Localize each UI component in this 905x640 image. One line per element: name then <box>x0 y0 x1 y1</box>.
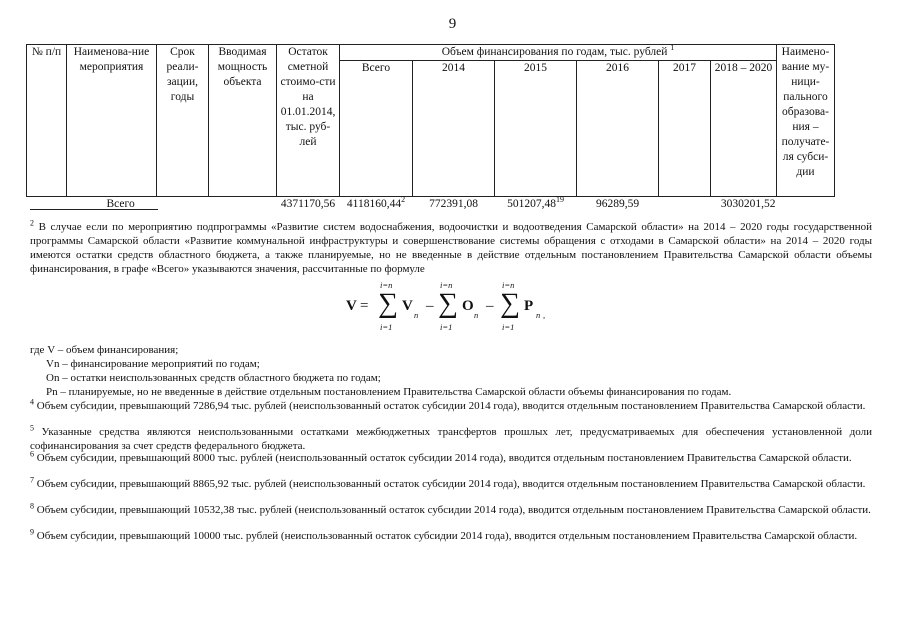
total-balance: 4371170,56 <box>280 198 336 210</box>
where-on: On – остатки неиспользованных средств областного бюджета по годам; <box>46 372 381 384</box>
where-v: где V – объем финансирования; <box>30 344 179 356</box>
sum3-top: i=n <box>502 280 515 290</box>
funding-table <box>26 44 835 212</box>
header-funding-group-text: Объем финансирования по годам, тыс. рублей <box>441 46 668 58</box>
formula-on-sub: n <box>474 310 479 320</box>
footnote-mark: 5 <box>30 423 34 433</box>
sum3-sigma: ∑ <box>500 288 520 319</box>
header-balance: Остаток сметной стоимо-сти на 01.01.2014, тыс. руб-лей <box>277 45 340 197</box>
where-vn: Vn – финансирование мероприятий по годам; <box>46 358 260 370</box>
sum2-top: i=n <box>440 280 453 290</box>
footnote-ref: 2 <box>401 195 406 205</box>
footnote-ref: 1 <box>670 43 675 53</box>
page-number: 9 <box>448 16 457 32</box>
header-2017: 2017 <box>659 61 711 197</box>
total-2018-2020: 3030201,52 <box>720 198 776 210</box>
sum1-bottom: i=1 <box>380 322 393 332</box>
total-2016: 96289,59 <box>595 198 640 210</box>
formula-minus: – <box>426 298 434 314</box>
footnote-mark: 2 <box>30 218 34 228</box>
footnote-4 <box>30 399 872 413</box>
header-total: Всего <box>340 61 413 197</box>
footnote-mark: 6 <box>30 449 34 459</box>
footnote-5 <box>30 425 872 453</box>
formula-pn-sub: n <box>536 310 541 320</box>
footnote-mark: 7 <box>30 475 34 485</box>
footnote-2 <box>30 220 872 276</box>
header-2015: 2015 <box>495 61 577 197</box>
sum1-sigma: ∑ <box>378 288 398 319</box>
where-pn: Pn – планируемые, но не введенные в действие отдельным постановлением Правительства Самарской области объемы финансирования по годам. <box>46 386 732 398</box>
header-2016: 2016 <box>577 61 659 197</box>
formula-minus-2: – <box>486 298 494 314</box>
footnote-mark: 8 <box>30 501 34 511</box>
header-2018-2020: 2018 – 2020 <box>711 61 777 197</box>
formula-tail: , <box>543 310 546 320</box>
formula-pn: P <box>524 298 534 314</box>
total-2017 <box>659 197 711 213</box>
header-capacity: Вводимая мощность объекта <box>209 45 277 197</box>
footnote-6-text: Объем субсидии, превышающий 8000 тыс. рублей (неиспользованный остаток субсидии 2014 года), вводится отдельным постановлением Правительства Самарской области. <box>36 452 852 464</box>
footnote-mark: 9 <box>30 527 34 537</box>
formula-v: V <box>346 298 357 314</box>
footnote-9 <box>30 529 872 543</box>
header-funding-group <box>340 45 777 61</box>
header-2014: 2014 <box>413 61 495 197</box>
formula-vn-sub: n <box>414 310 419 320</box>
total-label: Всего <box>106 198 135 210</box>
total-2015-value: 501207,48 <box>507 198 556 210</box>
total-all <box>340 197 413 213</box>
total-2014: 772391,08 <box>429 198 478 210</box>
sum2-bottom: i=1 <box>440 322 453 332</box>
sum3-bottom: i=1 <box>502 322 515 332</box>
total-all-value: 4118160,44 <box>346 198 402 210</box>
formula-eq: = <box>360 298 369 314</box>
formula-on: O <box>462 298 474 314</box>
footnote-divider <box>30 209 158 210</box>
footnote-4-text: Объем субсидии, превышающий 7286,94 тыс. рублей (неиспользованный остаток субсидии 2014 года), вводится отдельным постановлением Правительства Самарской области. <box>36 400 866 412</box>
footnote-7-text: Объем субсидии, превышающий 8865,92 тыс. рублей (неиспользованный остаток субсидии 2014 года), вводится отдельным постановлением Правительства Самарской области. <box>36 478 866 490</box>
footnote-2-text: В случае если по мероприятию подпрограммы «Развитие систем водоснабжения, водоочистки и водоотведения Самарской области» на 2014 – 2020 годы государственной программы Самарской области «Развитие коммунальной инфраструктуры и совершенствование системы обращения с отходами в Самарской области» на 2014 – 2020 годы имеются остатки средств областного бюджета, а также планируемые, но не введенные в действие отдельным постановлением Правительства Самарской области объемы финансирования, в графе «Всего» указываются значения, рассчитанные по формуле <box>30 221 873 275</box>
footnote-8 <box>30 503 872 517</box>
sum1-top: i=n <box>380 280 393 290</box>
footnote-7 <box>30 477 872 491</box>
header-num: № п/п <box>27 45 67 197</box>
footnote-8-text: Объем субсидии, превышающий 10532,38 тыс. рублей (неиспользованный остаток субсидии 2014 года), вводится отдельным постановлением Правительства Самарской области. <box>36 504 871 516</box>
formula <box>346 280 566 334</box>
footnote-mark: 4 <box>30 397 34 407</box>
footnote-6 <box>30 451 872 465</box>
total-2015 <box>495 197 577 213</box>
footnote-9-text: Объем субсидии, превышающий 10000 тыс. рублей (неиспользованный остаток субсидии 2014 года), вводится отдельным постановлением Правительства Самарской области. <box>36 530 858 542</box>
footnote-5-text: Указанные средства являются неиспользованными остатками межбюджетных трансфертов прошлых лет, предусматриваемых для обеспечения установленной доли софинансирования за счет средств федерального бюджета. <box>30 426 873 452</box>
header-term: Срок реали-зации, годы <box>157 45 209 197</box>
formula-vn: V <box>402 298 413 314</box>
header-name: Наименова-ние мероприятия <box>67 45 157 197</box>
sum2-sigma: ∑ <box>438 288 458 319</box>
footnote-ref: 19 <box>555 195 564 205</box>
header-municipality: Наимено-вание му-ници-пального образова-ния – получате-ля субси-дии <box>777 45 835 197</box>
